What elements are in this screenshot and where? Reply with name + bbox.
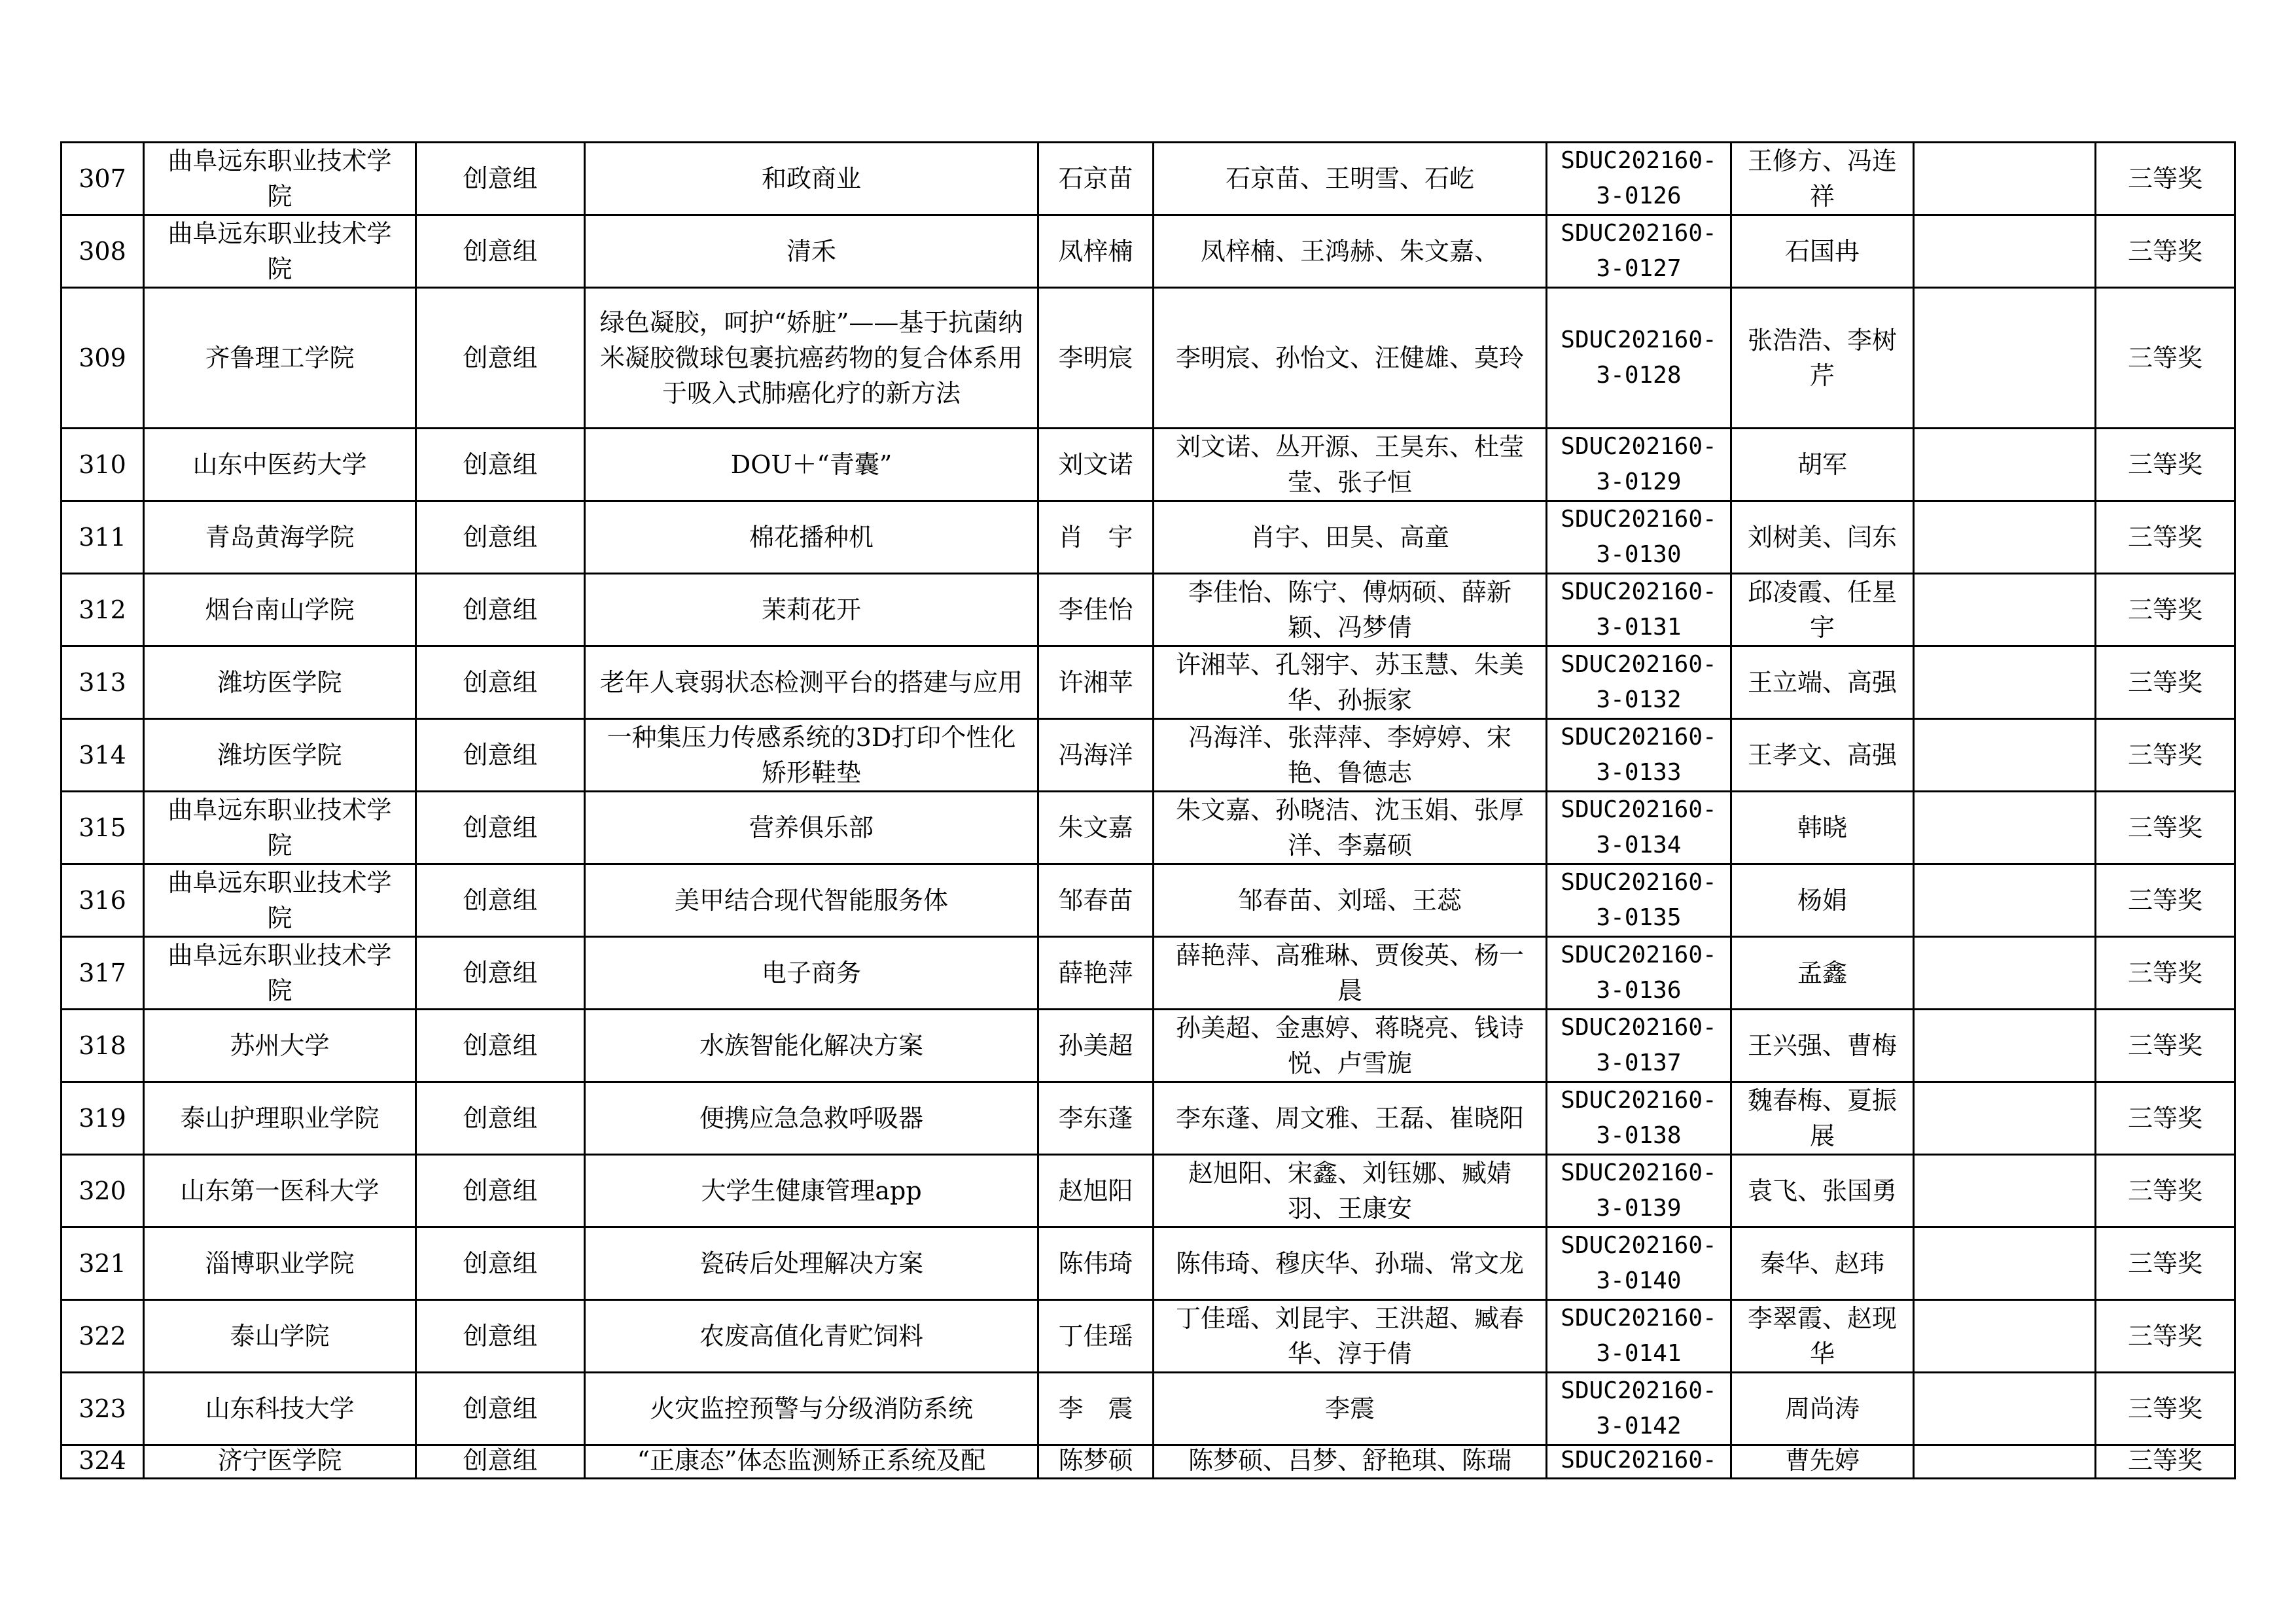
advisor-cell: 刘树美、闫东	[1731, 501, 1914, 574]
award-cell: 三等奖	[2096, 501, 2235, 574]
advisor-cell: 王修方、冯连祥	[1731, 143, 1914, 215]
school-cell: 曲阜远东职业技术学院	[144, 792, 416, 864]
advisor-cell: 邱凌霞、任星宇	[1731, 574, 1914, 646]
table-row	[62, 937, 2235, 1010]
table-row	[62, 501, 2235, 574]
note-cell	[1914, 792, 2096, 864]
advisor-cell: 胡军	[1731, 429, 1914, 501]
leader-cell: 薛艳萍	[1038, 937, 1154, 1010]
leader-cell: 冯海洋	[1038, 719, 1154, 792]
note-cell	[1914, 1010, 2096, 1082]
note-cell	[1914, 501, 2096, 574]
school-cell: 曲阜远东职业技术学院	[144, 215, 416, 288]
project-title-cell: 美甲结合现代智能服务体	[585, 864, 1038, 937]
advisor-cell: 孟鑫	[1731, 937, 1914, 1010]
school-cell: 潍坊医学院	[144, 646, 416, 719]
group-cell: 创意组	[416, 646, 585, 719]
row-number-cell: 323	[62, 1373, 144, 1445]
note-cell	[1914, 574, 2096, 646]
project-code-cell: SDUC202160-3-0136	[1547, 937, 1731, 1010]
school-cell: 淄博职业学院	[144, 1227, 416, 1300]
school-cell: 苏州大学	[144, 1010, 416, 1082]
members-cell: 李明宸、孙怡文、汪健雄、莫玲	[1154, 288, 1547, 429]
group-cell: 创意组	[416, 1445, 585, 1479]
advisor-cell: 王孝文、高强	[1731, 719, 1914, 792]
table-row	[62, 646, 2235, 719]
advisor-cell: 杨娟	[1731, 864, 1914, 937]
leader-cell: 陈梦硕	[1038, 1445, 1154, 1479]
row-number-cell: 318	[62, 1010, 144, 1082]
group-cell: 创意组	[416, 429, 585, 501]
members-cell: 邹春苗、刘瑶、王蕊	[1154, 864, 1547, 937]
table-row	[62, 288, 2235, 429]
group-cell: 创意组	[416, 574, 585, 646]
award-cell: 三等奖	[2096, 215, 2235, 288]
group-cell: 创意组	[416, 1300, 585, 1373]
project-code-cell: SDUC202160-3-0126	[1547, 143, 1731, 215]
table-row	[62, 215, 2235, 288]
group-cell: 创意组	[416, 864, 585, 937]
members-cell: 李佳怡、陈宁、傅炳硕、薛新颖、冯梦倩	[1154, 574, 1547, 646]
project-code-cell: SDUC202160-3-0142	[1547, 1373, 1731, 1445]
table-row	[62, 792, 2235, 864]
note-cell	[1914, 1445, 2096, 1479]
members-cell: 许湘苹、孔翎宇、苏玉慧、朱美华、孙振家	[1154, 646, 1547, 719]
award-cell: 三等奖	[2096, 288, 2235, 429]
advisor-cell: 王兴强、曹梅	[1731, 1010, 1914, 1082]
award-cell: 三等奖	[2096, 1155, 2235, 1227]
members-cell: 孙美超、金惠婷、蒋晓亮、钱诗悦、卢雪旎	[1154, 1010, 1547, 1082]
project-code-cell: SDUC202160-3-0132	[1547, 646, 1731, 719]
award-cell: 三等奖	[2096, 1010, 2235, 1082]
school-cell: 曲阜远东职业技术学院	[144, 937, 416, 1010]
note-cell	[1914, 1300, 2096, 1373]
table-row	[62, 1373, 2235, 1445]
group-cell: 创意组	[416, 143, 585, 215]
leader-cell: 李明宸	[1038, 288, 1154, 429]
row-number-cell: 308	[62, 215, 144, 288]
project-code-cell: SDUC202160-3-0127	[1547, 215, 1731, 288]
group-cell: 创意组	[416, 288, 585, 429]
project-title-cell: 和政商业	[585, 143, 1038, 215]
award-cell: 三等奖	[2096, 1082, 2235, 1155]
leader-cell: 李东蓬	[1038, 1082, 1154, 1155]
group-cell: 创意组	[416, 501, 585, 574]
members-cell: 石京苗、王明雪、石屹	[1154, 143, 1547, 215]
row-number-cell: 319	[62, 1082, 144, 1155]
leader-cell: 邹春苗	[1038, 864, 1154, 937]
award-cell: 三等奖	[2096, 1445, 2235, 1479]
group-cell: 创意组	[416, 792, 585, 864]
members-cell: 凤梓楠、王鸿赫、朱文嘉、	[1154, 215, 1547, 288]
group-cell: 创意组	[416, 937, 585, 1010]
project-title-cell: 水族智能化解决方案	[585, 1010, 1038, 1082]
leader-cell: 石京苗	[1038, 143, 1154, 215]
advisor-cell: 袁飞、张国勇	[1731, 1155, 1914, 1227]
row-number-cell: 322	[62, 1300, 144, 1373]
leader-cell: 丁佳瑶	[1038, 1300, 1154, 1373]
leader-cell: 朱文嘉	[1038, 792, 1154, 864]
project-code-cell: SDUC202160-3-0139	[1547, 1155, 1731, 1227]
school-cell: 泰山学院	[144, 1300, 416, 1373]
table-row	[62, 1445, 2235, 1479]
project-title-cell: 便携应急急救呼吸器	[585, 1082, 1038, 1155]
school-cell: 曲阜远东职业技术学院	[144, 864, 416, 937]
table-row	[62, 1010, 2235, 1082]
group-cell: 创意组	[416, 1010, 585, 1082]
members-cell: 陈梦硕、吕梦、舒艳琪、陈瑞	[1154, 1445, 1547, 1479]
school-cell: 泰山护理职业学院	[144, 1082, 416, 1155]
school-cell: 曲阜远东职业技术学院	[144, 143, 416, 215]
table-row	[62, 143, 2235, 215]
award-cell: 三等奖	[2096, 1300, 2235, 1373]
project-title-cell: DOU＋“青囊”	[585, 429, 1038, 501]
project-title-cell: 茉莉花开	[585, 574, 1038, 646]
project-code-cell: SDUC202160-3-0129	[1547, 429, 1731, 501]
project-title-cell: 农废高值化青贮饲料	[585, 1300, 1038, 1373]
school-cell: 山东中医药大学	[144, 429, 416, 501]
group-cell: 创意组	[416, 1155, 585, 1227]
project-title-cell: “正康态”体态监测矫正系统及配	[585, 1445, 1038, 1479]
school-cell: 济宁医学院	[144, 1445, 416, 1479]
note-cell	[1914, 429, 2096, 501]
project-code-cell: SDUC202160-3-0140	[1547, 1227, 1731, 1300]
award-cell: 三等奖	[2096, 1373, 2235, 1445]
note-cell	[1914, 1227, 2096, 1300]
award-cell: 三等奖	[2096, 1227, 2235, 1300]
project-title-cell: 火灾监控预警与分级消防系统	[585, 1373, 1038, 1445]
row-number-cell: 307	[62, 143, 144, 215]
project-code-cell: SDUC202160-3-0141	[1547, 1300, 1731, 1373]
table-row	[62, 719, 2235, 792]
row-number-cell: 316	[62, 864, 144, 937]
advisor-cell: 王立端、高强	[1731, 646, 1914, 719]
leader-cell: 赵旭阳	[1038, 1155, 1154, 1227]
note-cell	[1914, 1373, 2096, 1445]
school-cell: 烟台南山学院	[144, 574, 416, 646]
leader-cell: 李佳怡	[1038, 574, 1154, 646]
row-number-cell: 311	[62, 501, 144, 574]
school-cell: 青岛黄海学院	[144, 501, 416, 574]
note-cell	[1914, 864, 2096, 937]
table-row	[62, 429, 2235, 501]
members-cell: 丁佳瑶、刘昆宇、王洪超、臧春华、淳于倩	[1154, 1300, 1547, 1373]
advisor-cell: 张浩浩、李树芹	[1731, 288, 1914, 429]
leader-cell: 肖 宇	[1038, 501, 1154, 574]
project-code-cell: SDUC202160-3-0131	[1547, 574, 1731, 646]
group-cell: 创意组	[416, 1082, 585, 1155]
award-cell: 三等奖	[2096, 792, 2235, 864]
project-title-cell: 营养俱乐部	[585, 792, 1038, 864]
project-title-cell: 电子商务	[585, 937, 1038, 1010]
award-cell: 三等奖	[2096, 574, 2235, 646]
table-row	[62, 864, 2235, 937]
table-row	[62, 1300, 2235, 1373]
school-cell: 潍坊医学院	[144, 719, 416, 792]
award-cell: 三等奖	[2096, 646, 2235, 719]
note-cell	[1914, 143, 2096, 215]
school-cell: 齐鲁理工学院	[144, 288, 416, 429]
table-body	[62, 143, 2235, 1479]
row-number-cell: 310	[62, 429, 144, 501]
note-cell	[1914, 1082, 2096, 1155]
note-cell	[1914, 937, 2096, 1010]
row-number-cell: 312	[62, 574, 144, 646]
leader-cell: 刘文诺	[1038, 429, 1154, 501]
advisor-cell: 韩晓	[1731, 792, 1914, 864]
group-cell: 创意组	[416, 215, 585, 288]
members-cell: 陈伟琦、穆庆华、孙瑞、常文龙	[1154, 1227, 1547, 1300]
members-cell: 冯海洋、张萍萍、李婷婷、宋艳、鲁德志	[1154, 719, 1547, 792]
school-cell: 山东第一医科大学	[144, 1155, 416, 1227]
advisor-cell: 魏春梅、夏振展	[1731, 1082, 1914, 1155]
row-number-cell: 317	[62, 937, 144, 1010]
table-row	[62, 574, 2235, 646]
advisor-cell: 秦华、赵玮	[1731, 1227, 1914, 1300]
leader-cell: 凤梓楠	[1038, 215, 1154, 288]
advisor-cell: 周尚涛	[1731, 1373, 1914, 1445]
project-title-cell: 一种集压力传感系统的3D打印个性化矫形鞋垫	[585, 719, 1038, 792]
members-cell: 朱文嘉、孙晓洁、沈玉娟、张厚洋、李嘉硕	[1154, 792, 1547, 864]
project-code-cell: SDUC202160-3-0137	[1547, 1010, 1731, 1082]
project-title-cell: 大学生健康管理app	[585, 1155, 1038, 1227]
row-number-cell: 309	[62, 288, 144, 429]
note-cell	[1914, 215, 2096, 288]
row-number-cell: 321	[62, 1227, 144, 1300]
table-row	[62, 1082, 2235, 1155]
project-code-cell: SDUC202160-3-0135	[1547, 864, 1731, 937]
award-cell: 三等奖	[2096, 937, 2235, 1010]
table-row	[62, 1227, 2235, 1300]
project-title-cell: 棉花播种机	[585, 501, 1038, 574]
group-cell: 创意组	[416, 1373, 585, 1445]
row-number-cell: 313	[62, 646, 144, 719]
members-cell: 李东蓬、周文雅、王磊、崔晓阳	[1154, 1082, 1547, 1155]
row-number-cell: 315	[62, 792, 144, 864]
project-title-cell: 老年人衰弱状态检测平台的搭建与应用	[585, 646, 1038, 719]
project-title-cell: 瓷砖后处理解决方案	[585, 1227, 1038, 1300]
members-cell: 薛艳萍、高雅琳、贾俊英、杨一晨	[1154, 937, 1547, 1010]
project-title-cell: 清禾	[585, 215, 1038, 288]
award-cell: 三等奖	[2096, 143, 2235, 215]
group-cell: 创意组	[416, 719, 585, 792]
note-cell	[1914, 288, 2096, 429]
project-code-cell: SDUC202160-3-0128	[1547, 288, 1731, 429]
group-cell: 创意组	[416, 1227, 585, 1300]
project-code-cell: SDUC202160-3-0138	[1547, 1082, 1731, 1155]
project-title-cell: 绿色凝胶，呵护“娇脏”——基于抗菌纳米凝胶微球包裹抗癌药物的复合体系用于吸入式肺癌化疗的新方法	[585, 288, 1038, 429]
note-cell	[1914, 719, 2096, 792]
members-cell: 肖宇、田昊、高童	[1154, 501, 1547, 574]
award-cell: 三等奖	[2096, 719, 2235, 792]
table-row	[62, 1155, 2235, 1227]
school-cell: 山东科技大学	[144, 1373, 416, 1445]
note-cell	[1914, 646, 2096, 719]
note-cell	[1914, 1155, 2096, 1227]
row-number-cell: 320	[62, 1155, 144, 1227]
award-cell: 三等奖	[2096, 864, 2235, 937]
project-code-cell: SDUC202160-3-0130	[1547, 501, 1731, 574]
leader-cell: 陈伟琦	[1038, 1227, 1154, 1300]
project-code-cell: SDUC202160-3-0134	[1547, 792, 1731, 864]
members-cell: 李震	[1154, 1373, 1547, 1445]
advisor-cell: 李翠霞、赵现华	[1731, 1300, 1914, 1373]
leader-cell: 李 震	[1038, 1373, 1154, 1445]
project-code-cell: SDUC202160-	[1547, 1445, 1731, 1479]
row-number-cell: 314	[62, 719, 144, 792]
members-cell: 赵旭阳、宋鑫、刘钰娜、臧婧羽、王康安	[1154, 1155, 1547, 1227]
leader-cell: 许湘苹	[1038, 646, 1154, 719]
award-cell: 三等奖	[2096, 429, 2235, 501]
advisor-cell: 曹先婷	[1731, 1445, 1914, 1479]
project-code-cell: SDUC202160-3-0133	[1547, 719, 1731, 792]
leader-cell: 孙美超	[1038, 1010, 1154, 1082]
row-number-cell: 324	[62, 1445, 144, 1479]
members-cell: 刘文诺、丛开源、王昊东、杜莹莹、张子恒	[1154, 429, 1547, 501]
award-table	[60, 141, 2236, 1479]
advisor-cell: 石国冉	[1731, 215, 1914, 288]
